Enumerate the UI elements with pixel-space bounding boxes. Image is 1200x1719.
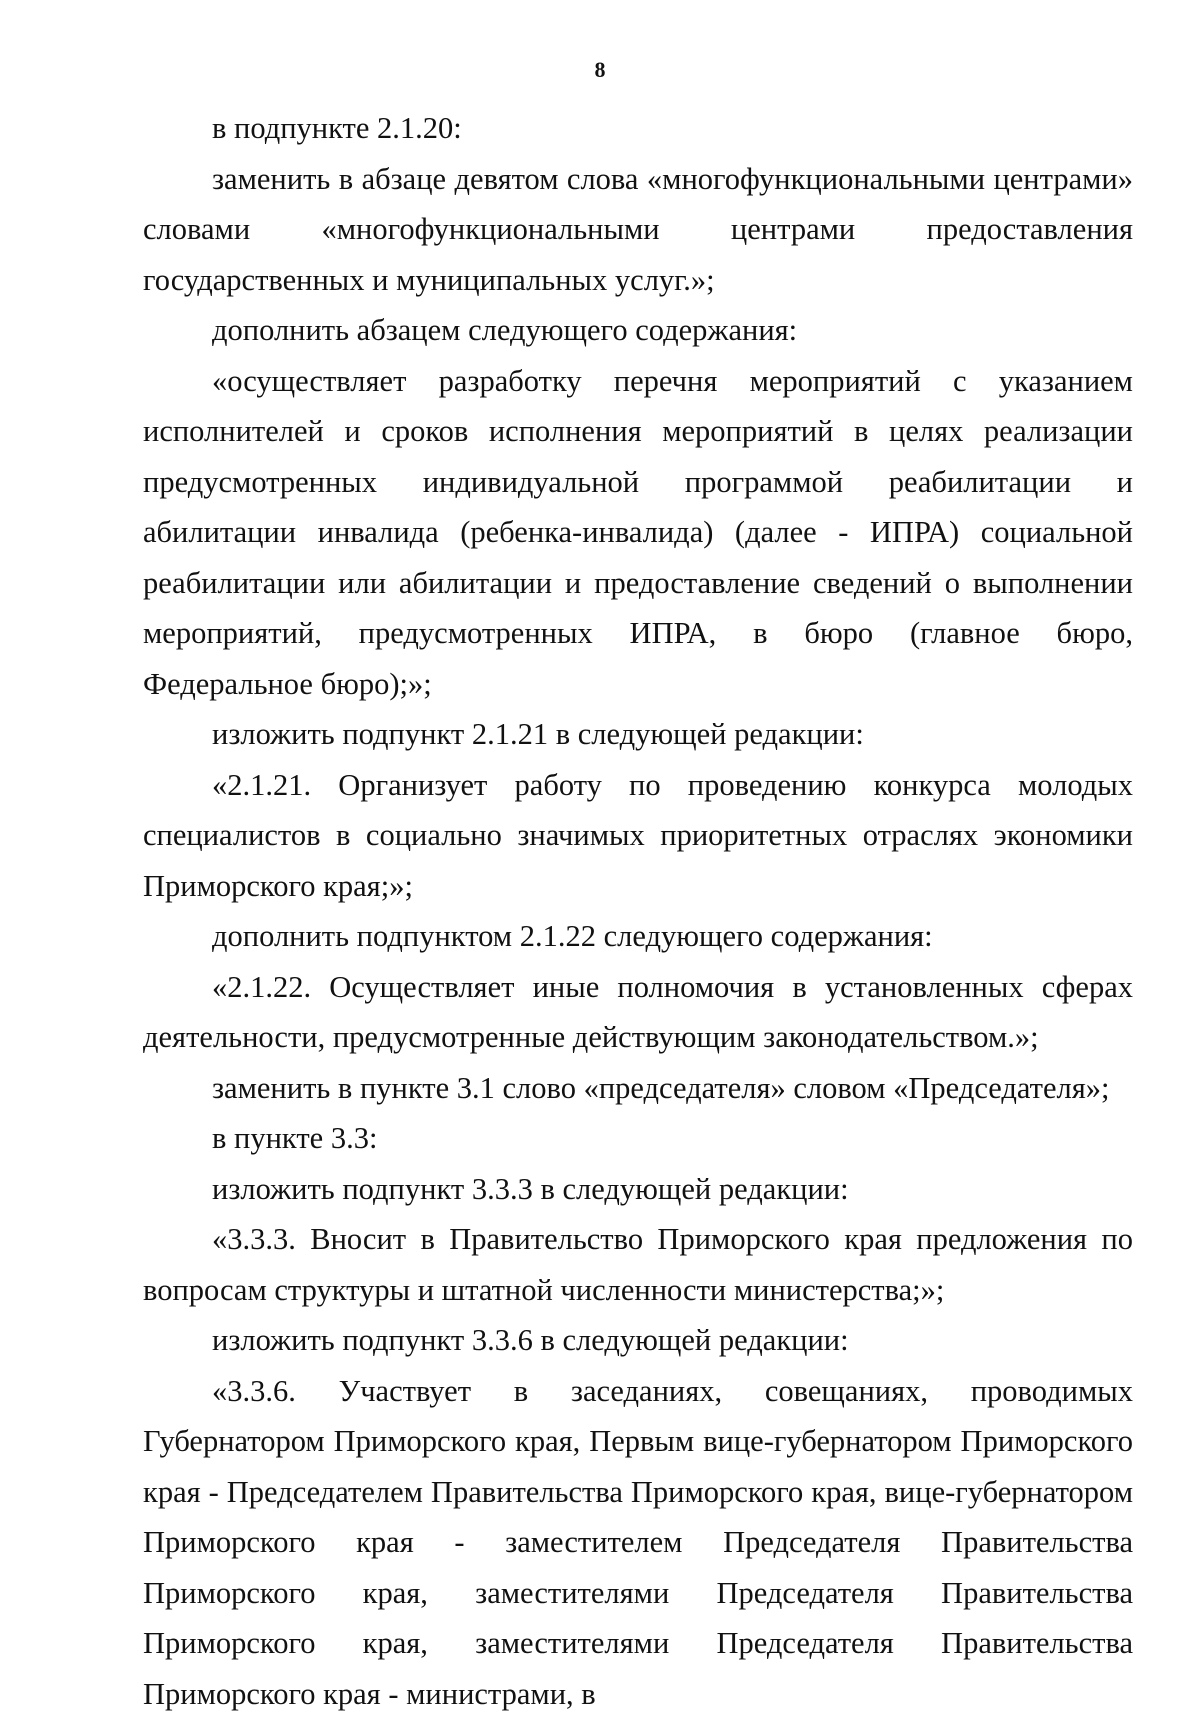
page-number: 8 (0, 58, 1200, 82)
paragraph: «2.1.22. Осуществляет иные полномочия в установленных сферах деятельности, предусмотренные действующим законодательством.»; (143, 962, 1133, 1063)
paragraph: изложить подпункт 3.3.6 в следующей редакции: (143, 1315, 1133, 1366)
paragraph: дополнить абзацем следующего содержания: (143, 305, 1133, 356)
paragraph: «2.1.21. Организует работу по проведению конкурса молодых специалистов в социально значимых приоритетных отраслях экономики Приморского края;»; (143, 760, 1133, 912)
paragraph: в пункте 3.3: (143, 1113, 1133, 1164)
paragraph: «3.3.6. Участвует в заседаниях, совещаниях, проводимых Губернатором Приморского края, Первым вице-губернатором Приморского края - Председателем Правительства Приморского края, вице-губернатором Приморского края - заместителем Председателя Правительства Приморского края, заместителями Председателя Правительства Приморского края, заместителями Председателя Правительства Приморского края - министрами, в (143, 1366, 1133, 1719)
paragraph: изложить подпункт 2.1.21 в следующей редакции: (143, 709, 1133, 760)
paragraph: изложить подпункт 3.3.3 в следующей редакции: (143, 1164, 1133, 1215)
paragraph: в подпункте 2.1.20: (143, 103, 1133, 154)
paragraph: «3.3.3. Вносит в Правительство Приморского края предложения по вопросам структуры и штатной численности министерства;»; (143, 1214, 1133, 1315)
paragraph: заменить в пункте 3.1 слово «председателя» словом «Председателя»; (143, 1063, 1133, 1114)
paragraph: дополнить подпунктом 2.1.22 следующего содержания: (143, 911, 1133, 962)
document-body (143, 103, 1133, 1719)
paragraph: «осуществляет разработку перечня мероприятий с указанием исполнителей и сроков исполнения мероприятий в целях реализации предусмотренных индивидуальной программой реабилитации и абилитации инвалида (ребенка-инвалида) (далее - ИПРА) социальной реабилитации или абилитации и предоставление сведений о выполнении мероприятий, предусмотренных ИПРА, в бюро (главное бюро, Федеральное бюро);»; (143, 356, 1133, 710)
paragraph: заменить в абзаце девятом слова «многофункциональными центрами» словами «многофункциональными центрами предоставления государственных и муниципальных услуг.»; (143, 154, 1133, 306)
